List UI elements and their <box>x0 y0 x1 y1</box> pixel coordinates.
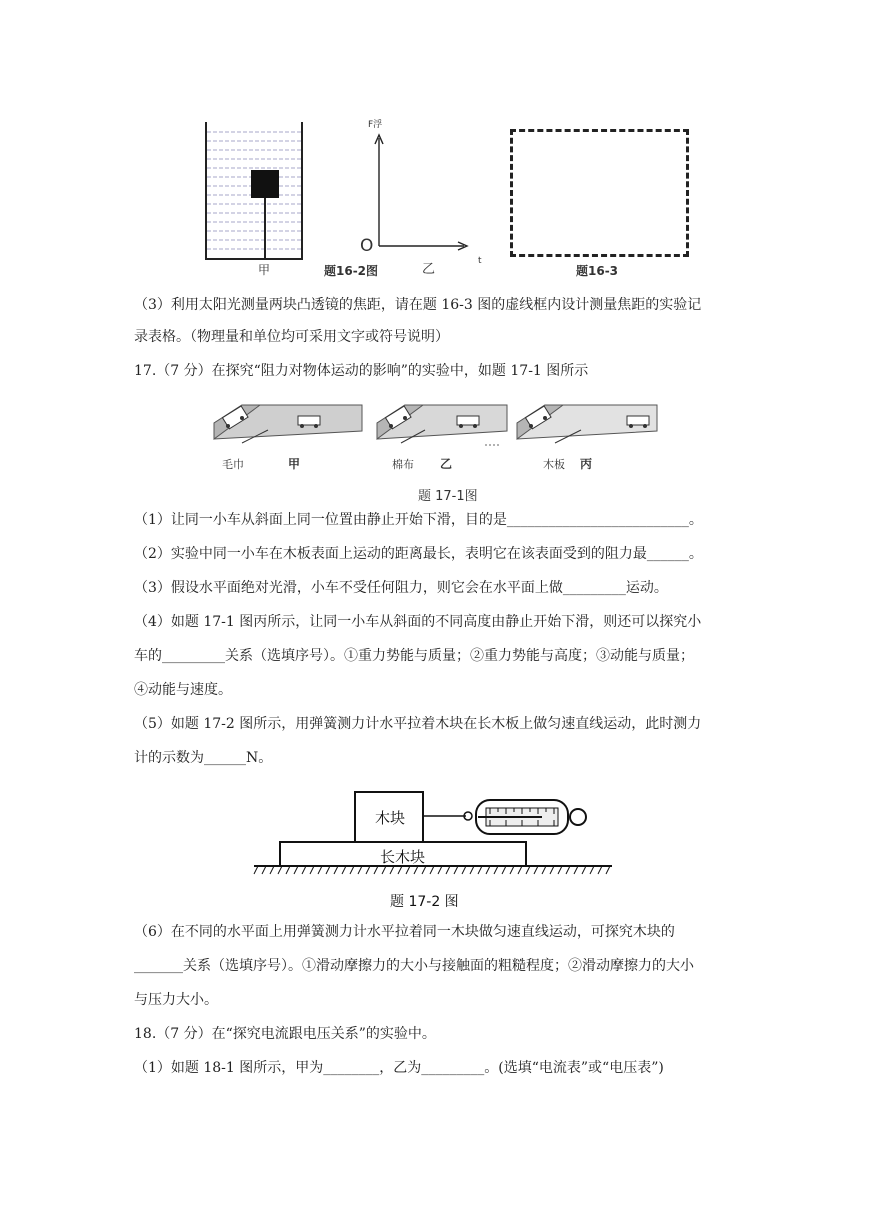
q18-title: 18.（7 分）在“探究电流跟电压关系”的实验中。 <box>134 1026 436 1042</box>
fig17-2-board-label: 长木块 <box>380 848 426 866</box>
q17-item6-line3: 与压力大小。 <box>134 992 218 1008</box>
q17-item1: （1）让同一小车从斜面上同一位置由静止开始下滑，目的是__________________________。 <box>134 512 703 528</box>
q16-item3-line2: 录表格。（物理量和单位均可采用文字或符号说明） <box>134 329 449 345</box>
q17-item4-line3: ④动能与速度。 <box>134 682 232 698</box>
q17-title: 17.（7 分）在探究“阻力对物体运动的影响”的实验中，如题 17-1 图所示 <box>134 363 589 379</box>
q17-item4-line1: （4）如题 17-1 图丙所示，让同一小车从斜面的不同高度由静止开始下滑，则还可以探究小 <box>134 614 702 630</box>
q17-item2: （2）实验中同一小车在木板表面上运动的距离最长，表明它在该表面受到的阻力最______。 <box>134 546 703 562</box>
fig17-1-surface-cotton: 棉布 <box>392 458 414 471</box>
q16-item3-line1: （3）利用太阳光测量两块凸透镜的焦距，请在题 16-3 图的虚线框内设计测量焦距的实验记 <box>134 297 702 313</box>
ramp-diagram-jia <box>212 397 372 449</box>
graph-y-axis-label: F浮 <box>368 120 383 130</box>
q17-item5-line1: （5）如题 17-2 图所示，用弹簧测力计水平拉着木块在长木板上做匀速直线运动，此时测力 <box>134 716 702 732</box>
beaker-diagram <box>195 118 315 270</box>
fig16-2-label-jia: 甲 <box>258 263 271 277</box>
q17-item6-line2: _______关系（选填序号）。①滑动摩擦力的大小与接触面的粗糙程度；②滑动摩擦力的大小 <box>134 958 694 974</box>
fig16-2-caption: 题16-2图 <box>324 264 379 278</box>
fig17-1-label-bing: 丙 <box>580 457 593 471</box>
fig17-1-surface-wood: 木板 <box>543 458 565 471</box>
graph-x-axis-label: t <box>478 256 482 266</box>
spring-scale-diagram <box>252 786 614 878</box>
fig16-2-label-yi: 乙 <box>422 262 436 277</box>
q17-item6-line1: （6）在不同的水平面上用弹簧测力计水平拉着同一木块做匀速直线运动，可探究木块的 <box>134 924 675 940</box>
ramp-diagram-yi <box>375 397 515 449</box>
q17-item5-line2: 计的示数为______N。 <box>134 750 273 766</box>
fig17-1-label-yi: 乙 <box>440 457 453 471</box>
q18-item1: （1）如题 18-1 图所示，甲为________，乙为_________。(选填“电流表”或“电压表”) <box>134 1060 664 1076</box>
q17-item3: （3）假设水平面绝对光滑，小车不受任何阻力，则它会在水平面上做_________运动。 <box>134 580 668 596</box>
fig17-2-block-label: 木块 <box>375 809 406 827</box>
graph-origin-label: O <box>360 236 374 256</box>
fig17-1-label-jia: 甲 <box>288 457 301 471</box>
fig17-1-surface-towel: 毛巾 <box>222 458 244 471</box>
q17-item4-line2: 车的_________关系（选填序号）。①重力势能与质量；②重力势能与高度；③动能与质量； <box>134 648 694 664</box>
fig16-3-dashed-box <box>510 129 689 257</box>
ramp-diagram-bing <box>515 397 665 449</box>
fig17-1-caption: 题 17-1图 <box>418 489 478 504</box>
buoyancy-graph <box>356 118 476 268</box>
fig16-3-caption: 题16-3 <box>576 264 619 278</box>
fig17-2-caption: 题 17-2 图 <box>390 894 459 910</box>
